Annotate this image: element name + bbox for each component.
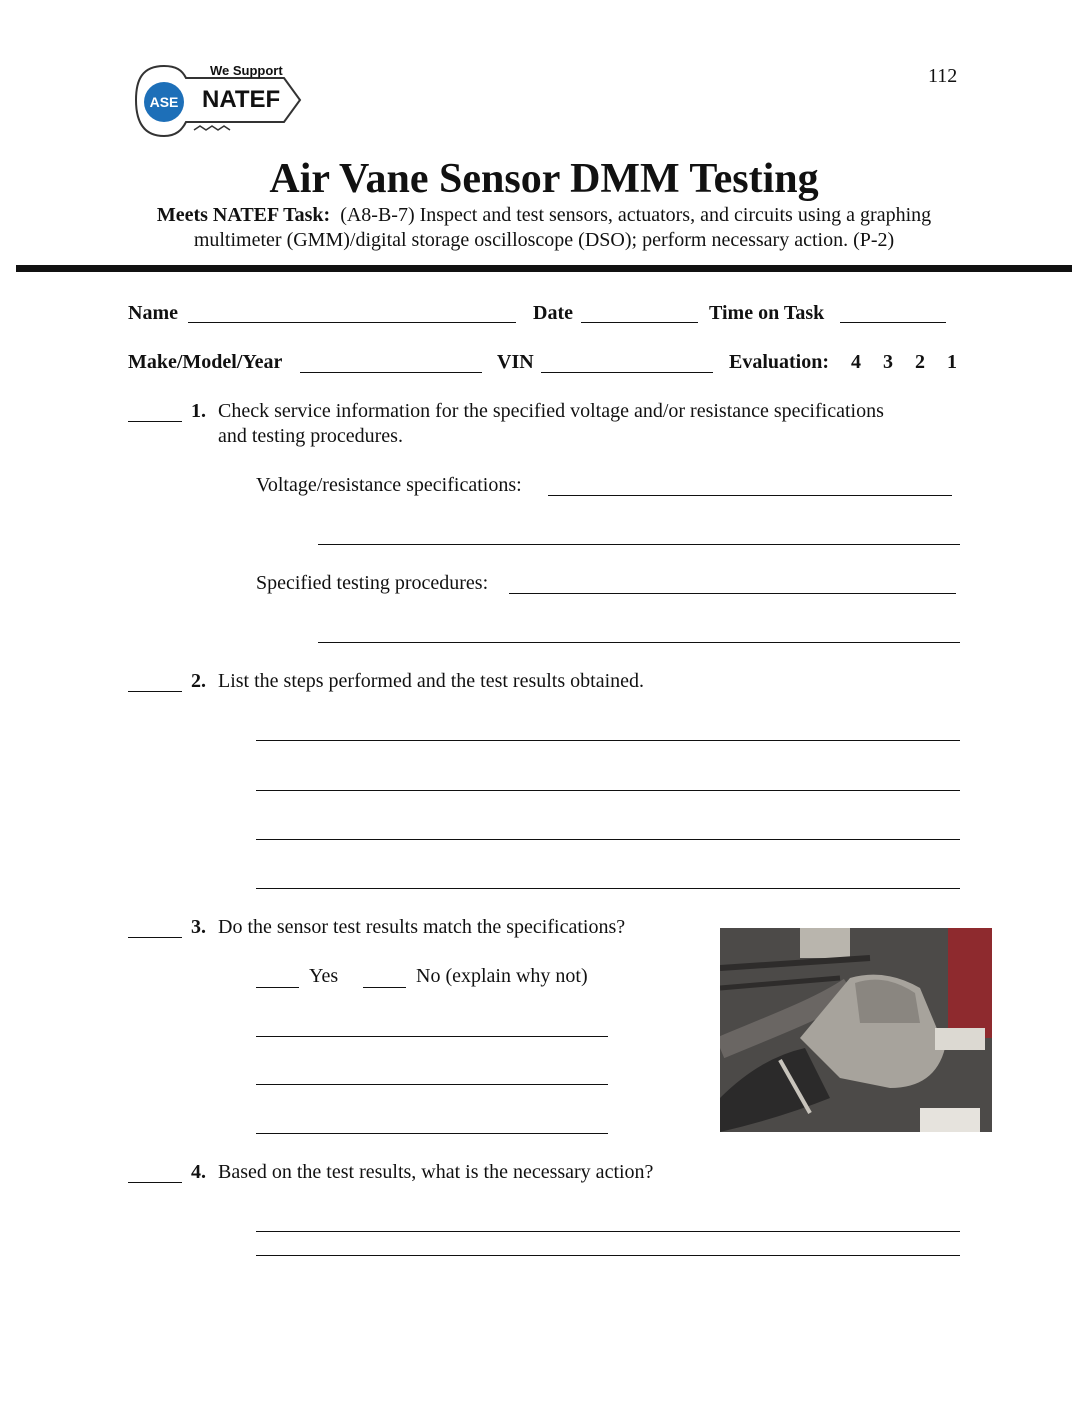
task-line-1: Meets NATEF Task: (A8-B-7) Inspect and test sensors, actuators, and circuits using a graphing xyxy=(156,204,932,226)
item-1-text: Check service information for the specified voltage and/or resistance specifications xyxy=(218,400,884,422)
task-line-2: multimeter (GMM)/digital storage oscilloscope (DSO); perform necessary action. (P-2) xyxy=(193,229,895,251)
vin-field[interactable] xyxy=(541,372,713,373)
item-1-check-field[interactable] xyxy=(128,421,182,422)
score-1[interactable]: 1 xyxy=(947,351,957,373)
natef-logo: ASE We Support NATEF xyxy=(134,60,304,142)
make-model-year-field[interactable] xyxy=(300,372,482,373)
no-field[interactable] xyxy=(363,987,406,988)
yes-field[interactable] xyxy=(256,987,299,988)
item-3-number: 3. xyxy=(191,916,206,938)
item-4-number: 4. xyxy=(191,1161,206,1183)
item-4-answer-line[interactable] xyxy=(256,1255,960,1256)
vin-label: VIN xyxy=(497,351,534,373)
time-on-task-label: Time on Task xyxy=(709,302,825,324)
item-3-answer-line[interactable] xyxy=(256,1084,608,1085)
item-1-number: 1. xyxy=(191,400,206,422)
item-4-check-field[interactable] xyxy=(128,1182,182,1183)
voltage-spec-label: Voltage/resistance specifications: xyxy=(256,474,522,496)
item-2-answer-line[interactable] xyxy=(256,740,960,741)
item-2-answer-line[interactable] xyxy=(256,790,960,791)
testing-procedures-field[interactable] xyxy=(509,593,956,594)
make-model-year-label: Make/Model/Year xyxy=(128,351,283,373)
item-4-text: Based on the test results, what is the necessary action? xyxy=(218,1161,654,1183)
item-2-answer-line[interactable] xyxy=(256,888,960,889)
divider xyxy=(16,265,1072,272)
item-2-answer-line[interactable] xyxy=(256,839,960,840)
item-4-answer-line[interactable] xyxy=(256,1231,960,1232)
item-2-number: 2. xyxy=(191,670,206,692)
voltage-spec-field[interactable] xyxy=(548,495,952,496)
voltage-spec-field-2[interactable] xyxy=(318,544,960,545)
score-3[interactable]: 3 xyxy=(883,351,893,373)
item-3-answer-line[interactable] xyxy=(256,1133,608,1134)
name-label: Name xyxy=(128,302,178,324)
page-number: 112 xyxy=(928,65,958,87)
score-2[interactable]: 2 xyxy=(915,351,925,373)
item-2-text: List the steps performed and the test results obtained. xyxy=(218,670,645,692)
svg-text:ASE: ASE xyxy=(149,94,179,110)
time-on-task-field[interactable] xyxy=(840,322,946,323)
item-3-text: Do the sensor test results match the specifications? xyxy=(218,916,626,938)
no-label: No (explain why not) xyxy=(416,965,588,987)
score-4[interactable]: 4 xyxy=(851,351,861,373)
item-2-check-field[interactable] xyxy=(128,691,182,692)
item-3-answer-line[interactable] xyxy=(256,1036,608,1037)
date-label: Date xyxy=(533,302,573,324)
evaluation-label: Evaluation: xyxy=(729,351,830,373)
testing-procedures-field-2[interactable] xyxy=(318,642,960,643)
yes-label: Yes xyxy=(309,965,339,987)
page-title: Air Vane Sensor DMM Testing xyxy=(269,156,819,202)
name-field[interactable] xyxy=(188,322,516,323)
item-3-check-field[interactable] xyxy=(128,937,182,938)
testing-procedures-label: Specified testing procedures: xyxy=(256,572,489,594)
item-1-text-2: and testing procedures. xyxy=(218,425,403,447)
date-field[interactable] xyxy=(581,322,698,323)
air-vane-sensor-photo xyxy=(720,928,992,1132)
